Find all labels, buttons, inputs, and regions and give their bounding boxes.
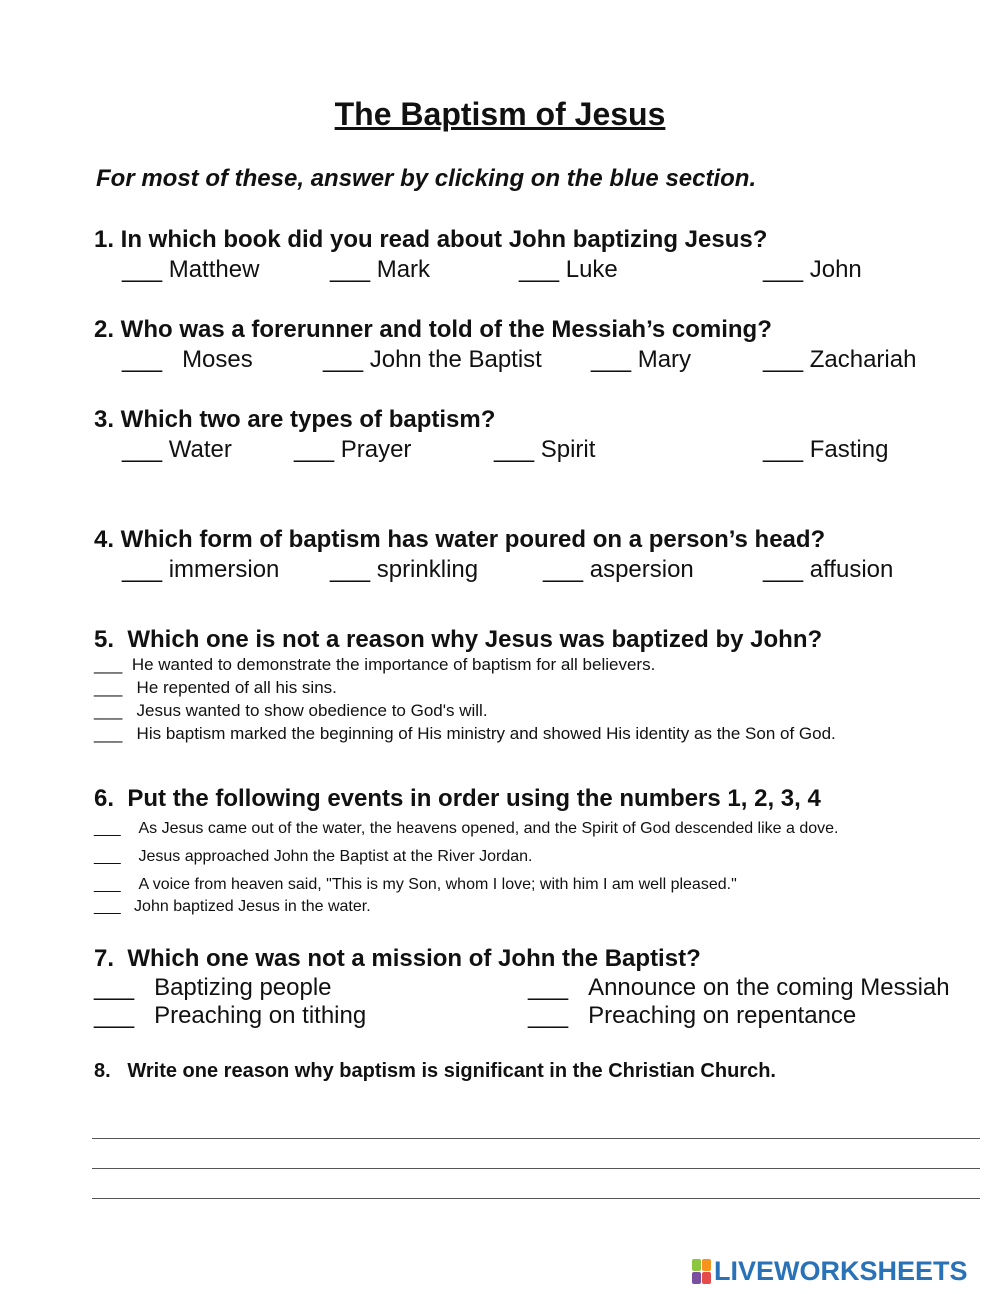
answer-line[interactable]: [92, 1198, 980, 1199]
answer-blank[interactable]: ___: [122, 346, 163, 373]
q4-option-2[interactable]: [330, 556, 478, 584]
q2-option-1[interactable]: [122, 346, 253, 374]
q6-event-1[interactable]: [94, 820, 839, 838]
option-label: Baptizing people: [154, 974, 332, 1001]
option-label: Zachariah: [809, 346, 917, 373]
option-label: His baptism marked the beginning of His ministry and showed His identity as the Son of God.: [136, 724, 836, 743]
answer-blank[interactable]: ___: [330, 256, 371, 283]
question-6: [94, 785, 821, 813]
answer-line[interactable]: [92, 1138, 980, 1139]
answer-blank[interactable]: ___: [94, 655, 123, 674]
option-label: He repented of all his sins.: [136, 678, 337, 697]
answer-blank[interactable]: ___: [94, 848, 121, 865]
answer-blank[interactable]: ___: [94, 678, 123, 697]
option-label: Mark: [376, 256, 431, 283]
q1-option-1[interactable]: [122, 256, 259, 284]
q1-option-3[interactable]: [519, 256, 618, 284]
answer-blank[interactable]: ___: [94, 1002, 135, 1029]
answer-blank[interactable]: ___: [94, 974, 135, 1001]
q7-option-4[interactable]: [528, 1002, 856, 1030]
q5-option-1[interactable]: [94, 655, 655, 675]
q1-option-2[interactable]: [330, 256, 430, 284]
liveworksheets-logo-mark-icon: [692, 1259, 712, 1285]
answer-blank[interactable]: ___: [591, 346, 632, 373]
question-number: 6.: [94, 785, 115, 812]
q3-option-2[interactable]: [294, 436, 411, 464]
event-text: As Jesus came out of the water, the heavens opened, and the Spirit of God descended like a dove.: [138, 820, 839, 837]
q6-event-3[interactable]: [94, 876, 737, 894]
answer-line[interactable]: [92, 1168, 980, 1169]
q2-option-2[interactable]: [323, 346, 542, 374]
answer-blank[interactable]: ___: [763, 436, 804, 463]
question-text: Which one was not a mission of John the Baptist?: [127, 945, 701, 972]
option-label: Jesus wanted to show obedience to God's will.: [136, 701, 488, 720]
question-text: Which one is not a reason why Jesus was baptized by John?: [127, 626, 823, 653]
question-text: Put the following events in order using the numbers 1, 2, 3, 4: [127, 785, 821, 812]
option-label: immersion: [168, 556, 280, 583]
event-text: A voice from heaven said, "This is my Son, whom I love; with him I am well pleased.": [138, 876, 737, 893]
option-label: Spirit: [540, 436, 596, 463]
answer-blank[interactable]: ___: [528, 974, 569, 1001]
question-5: [94, 626, 822, 654]
answer-blank[interactable]: ___: [94, 820, 121, 837]
answer-blank[interactable]: ___: [94, 898, 121, 915]
q4-option-4[interactable]: [763, 556, 893, 584]
liveworksheets-logo: [692, 1256, 968, 1287]
option-label: aspersion: [589, 556, 694, 583]
q7-option-3[interactable]: [94, 1002, 366, 1030]
q6-event-2[interactable]: [94, 848, 533, 866]
answer-blank[interactable]: ___: [294, 436, 335, 463]
question-8: [94, 1060, 776, 1083]
question-1: 1. In which book did you read about John baptizing Jesus?: [94, 226, 768, 253]
option-label: Fasting: [809, 436, 889, 463]
option-label: John the Baptist: [369, 346, 542, 373]
question-number: 8.: [94, 1060, 111, 1082]
option-label: Mary: [637, 346, 692, 373]
answer-blank[interactable]: ___: [543, 556, 584, 583]
q7-option-1[interactable]: [94, 974, 332, 1002]
question-number: 7.: [94, 945, 115, 972]
q4-option-3[interactable]: [543, 556, 694, 584]
answer-blank[interactable]: ___: [494, 436, 535, 463]
option-label: Water: [168, 436, 232, 463]
question-text: Write one reason why baptism is significant in the Christian Church.: [127, 1060, 776, 1082]
answer-blank[interactable]: ___: [94, 701, 123, 720]
option-label: Matthew: [168, 256, 260, 283]
event-text: John baptized Jesus in the water.: [134, 898, 371, 915]
option-label: Prayer: [340, 436, 412, 463]
option-label: Luke: [565, 256, 618, 283]
option-label: affusion: [809, 556, 894, 583]
q5-option-4[interactable]: [94, 724, 836, 744]
question-3: 3. Which two are types of baptism?: [94, 406, 496, 433]
q3-option-3[interactable]: [494, 436, 595, 464]
option-label: Preaching on tithing: [154, 1002, 367, 1029]
instructions: For most of these, answer by clicking on the blue section.: [96, 165, 757, 192]
q5-option-3[interactable]: [94, 701, 488, 721]
option-label: Announce on the coming Messiah: [588, 974, 950, 1001]
q4-option-1[interactable]: [122, 556, 279, 584]
answer-blank[interactable]: ___: [94, 876, 121, 893]
option-label: John: [809, 256, 862, 283]
option-label: He wanted to demonstrate the importance of baptism for all believers.: [131, 655, 656, 674]
question-4: 4. Which form of baptism has water poured on a person’s head?: [94, 526, 826, 553]
q3-option-4[interactable]: [763, 436, 888, 464]
answer-blank[interactable]: ___: [122, 256, 163, 283]
event-text: Jesus approached John the Baptist at the River Jordan.: [138, 848, 533, 865]
page-title: The Baptism of Jesus: [334, 96, 666, 132]
q2-option-3[interactable]: [591, 346, 691, 374]
option-label: Moses: [182, 346, 253, 373]
question-7: [94, 945, 701, 973]
answer-blank[interactable]: ___: [763, 556, 804, 583]
q3-option-1[interactable]: [122, 436, 232, 464]
q1-option-4[interactable]: [763, 256, 862, 284]
question-2: 2. Who was a forerunner and told of the Messiah’s coming?: [94, 316, 772, 343]
answer-blank[interactable]: ___: [330, 556, 371, 583]
answer-blank[interactable]: ___: [323, 346, 364, 373]
option-label: sprinkling: [376, 556, 479, 583]
option-label: Preaching on repentance: [588, 1002, 857, 1029]
q2-option-4[interactable]: [763, 346, 916, 374]
answer-blank[interactable]: ___: [763, 256, 804, 283]
answer-blank[interactable]: ___: [94, 724, 123, 743]
answer-blank[interactable]: ___: [763, 346, 804, 373]
answer-blank[interactable]: ___: [122, 556, 163, 583]
answer-blank[interactable]: ___: [528, 1002, 569, 1029]
q7-option-2[interactable]: [528, 974, 950, 1002]
question-number: 5.: [94, 626, 115, 653]
q5-option-2[interactable]: [94, 678, 337, 698]
answer-blank[interactable]: ___: [122, 436, 163, 463]
answer-blank[interactable]: ___: [519, 256, 560, 283]
logo-text: LIVEWORKSHEETS: [714, 1256, 968, 1286]
q6-event-4[interactable]: [94, 898, 371, 916]
